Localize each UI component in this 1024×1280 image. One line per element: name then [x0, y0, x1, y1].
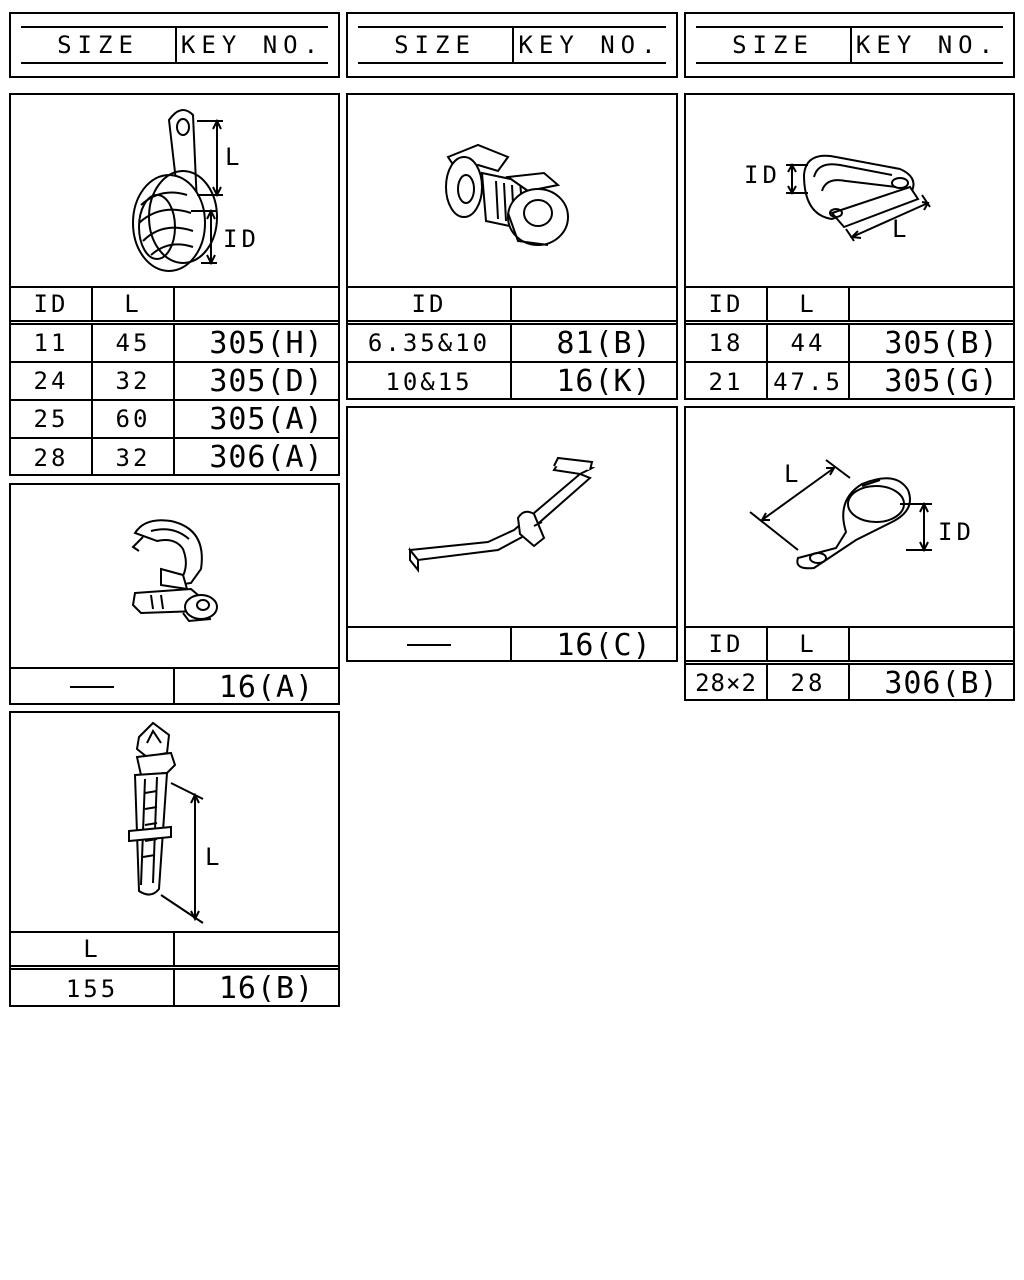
table-row — [686, 325, 1013, 363]
column-header-key — [175, 288, 338, 320]
l-cell: 47.5 — [768, 363, 850, 400]
size-label: SIZE — [394, 31, 476, 59]
cable-tie-illustration — [11, 713, 338, 931]
column-header-key — [512, 288, 676, 320]
column-header-l: L — [93, 288, 175, 320]
id-cell: 28×2 — [686, 665, 768, 701]
dim-label-id: ID — [223, 225, 260, 253]
key-no-cell: 305(B) — [884, 325, 999, 361]
dim-label-l: L — [784, 460, 803, 488]
l-cell: 32 — [93, 363, 175, 399]
l-cell: 44 — [768, 325, 850, 361]
dim-label-l: L — [892, 215, 911, 243]
panel-p-clamp — [684, 406, 1015, 701]
key-no-cell: 16(C) — [556, 627, 652, 663]
id-cell: 25 — [11, 401, 93, 437]
column-header-key — [175, 933, 338, 965]
l-cell: 45 — [93, 325, 175, 361]
panel-cable-tie — [9, 711, 340, 1007]
id-cell: 11 — [11, 325, 93, 361]
flat-clamp-illustration — [686, 95, 1013, 286]
key-no-label: KEY NO. — [855, 31, 1000, 59]
column-header-id: ID — [686, 288, 768, 320]
table-row — [348, 325, 676, 363]
panel-open-clip — [9, 483, 340, 705]
table-header — [11, 288, 338, 325]
size-key-header-1 — [9, 12, 340, 78]
table-row — [686, 363, 1013, 400]
table-row — [686, 665, 1013, 701]
l-cell: 32 — [93, 439, 175, 476]
table-row — [11, 325, 338, 363]
key-no-cell: 305(D) — [209, 363, 324, 399]
band-strap-illustration — [348, 408, 676, 626]
size-label: SIZE — [57, 31, 139, 59]
id-cell: 6.35&10 — [348, 325, 512, 361]
key-no-label: KEY NO. — [518, 31, 662, 59]
id-cell: 18 — [686, 325, 768, 361]
column-header-l: L — [11, 933, 175, 965]
panel-band-strap — [346, 406, 678, 662]
p-clamp-illustration — [686, 408, 1013, 626]
panel-clamp-tab — [9, 93, 340, 476]
key-no-cell: 305(A) — [209, 401, 324, 437]
key-no-cell: 81(B) — [556, 325, 652, 361]
key-no-cell: 16(K) — [556, 364, 652, 399]
key-no-cell: 305(G) — [884, 364, 999, 399]
table-row — [11, 363, 338, 401]
key-no-label: KEY NO. — [180, 31, 325, 59]
table-row — [11, 970, 338, 1007]
table-row — [348, 628, 676, 662]
id-cell: 10&15 — [348, 363, 512, 400]
size-dash-cell — [11, 669, 175, 705]
key-no-cell: 306(A) — [209, 440, 324, 475]
l-cell: 60 — [93, 401, 175, 437]
double-clip-illustration — [348, 95, 676, 286]
column-header-id: ID — [348, 288, 512, 320]
id-cell: 21 — [686, 363, 768, 400]
table-row — [348, 363, 676, 400]
table-header — [686, 628, 1013, 665]
column-header-id: ID — [686, 628, 768, 660]
id-cell: 24 — [11, 363, 93, 399]
table-header — [11, 933, 338, 970]
key-no-cell: 16(A) — [218, 669, 315, 705]
column-header-key — [850, 288, 1013, 320]
dash-icon — [407, 644, 451, 646]
dim-label-id: ID — [938, 518, 975, 546]
size-dash-cell — [348, 628, 512, 662]
table-row — [11, 669, 338, 705]
clamp-tab-illustration — [11, 95, 338, 286]
key-no-cell: 306(B) — [884, 665, 999, 701]
size-label: SIZE — [732, 31, 814, 59]
open-clip-illustration — [11, 485, 338, 667]
dim-label-id: ID — [744, 161, 781, 189]
table-header — [686, 288, 1013, 325]
size-key-header-2 — [346, 12, 678, 78]
table-row — [11, 401, 338, 439]
table-header — [348, 288, 676, 325]
l-cell: 28 — [768, 665, 850, 701]
table-row — [11, 439, 338, 476]
key-no-cell: 16(B) — [218, 971, 315, 1006]
dash-icon — [70, 686, 114, 688]
key-no-cell: 305(H) — [209, 325, 324, 361]
column-header-id: ID — [11, 288, 93, 320]
dim-label-l: L — [225, 143, 244, 171]
panel-flat-clamp — [684, 93, 1015, 400]
panel-double-clip — [346, 93, 678, 400]
l-cell: 155 — [11, 970, 175, 1007]
dim-label-l: L — [205, 843, 224, 871]
column-header-l: L — [768, 628, 850, 660]
column-header-key — [850, 628, 1013, 660]
id-cell: 28 — [11, 439, 93, 476]
column-header-l: L — [768, 288, 850, 320]
size-key-header-3 — [684, 12, 1015, 78]
